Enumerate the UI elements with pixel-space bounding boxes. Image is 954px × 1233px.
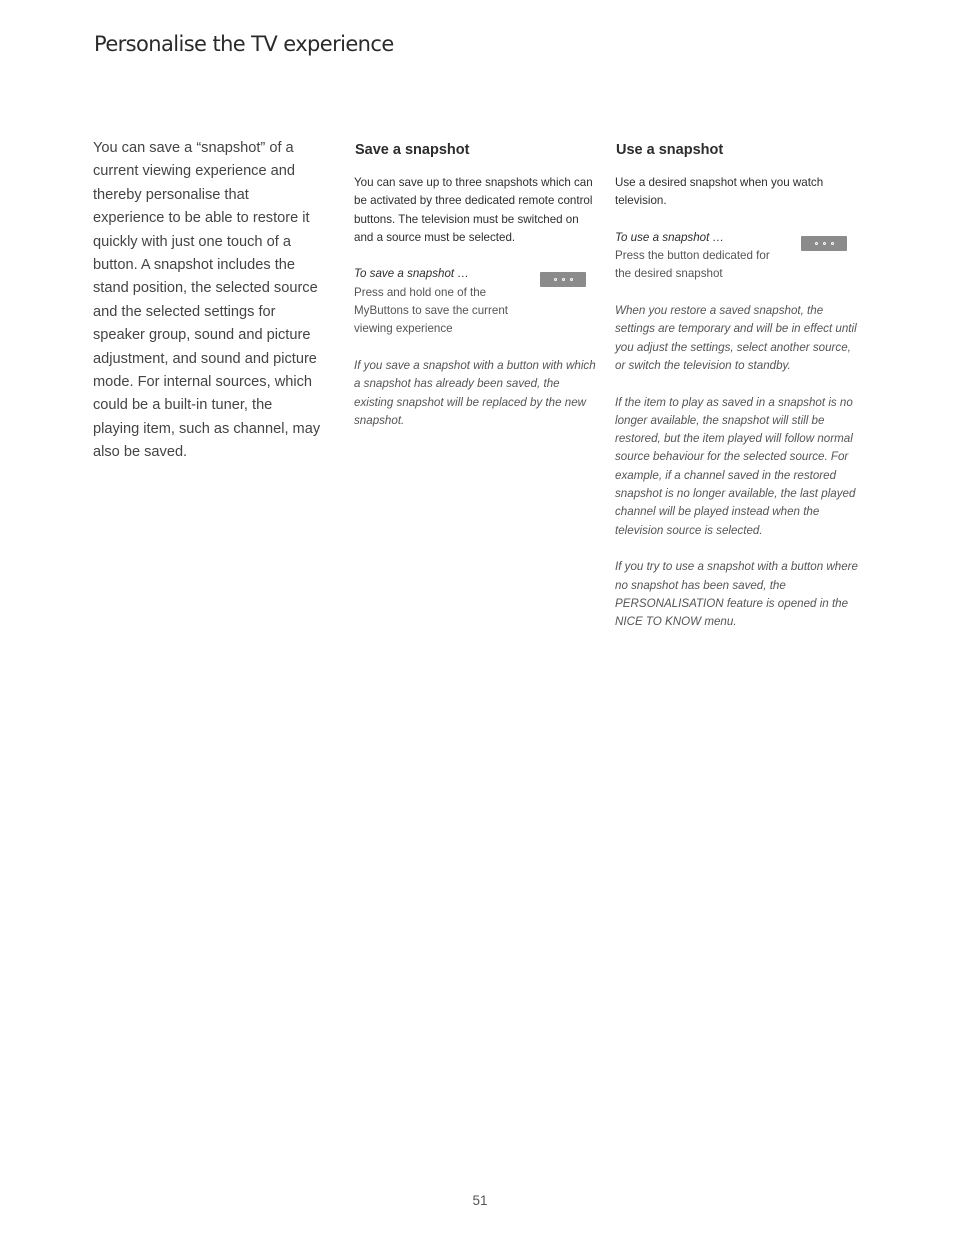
save-snapshot-note: If you save a snapshot with a button with which a snapshot has already been saved, the existing snapshot will be replaced by the new snapshot. [354, 358, 596, 427]
mybuttons-remote-icon [801, 236, 847, 251]
button-dot-icon [562, 278, 565, 281]
use-snapshot-note-empty-button: If you try to use a snapshot with a button where no snapshot has been saved, the PERSONALISATION feature is opened in the NICE TO KNOW menu. [615, 560, 858, 629]
use-snapshot-section [615, 140, 861, 631]
save-snapshot-heading: Save a snapshot [355, 142, 470, 158]
button-dot-icon [570, 278, 573, 281]
use-snapshot-body: Use a desired snapshot when you watch television. [615, 176, 824, 208]
use-snapshot-note-unavailable: If the item to play as saved in a snapshot is no longer available, the snapshot will still be restored, but the item played will follow normal source behaviour for the selected source. For example, if a channel saved in the restored snapshot is no longer available, the last played channel will be played instead when the television source is selected. [615, 395, 856, 537]
mybuttons-remote-icon [540, 272, 586, 287]
intro-paragraph: You can save a “snapshot” of a current viewing experience and thereby personalise that experience to be able to restore it quickly with just one touch of a button. A snapshot includes the stand position, the selected source and the selected settings for speaker group, sound and picture adjustment, and sound and picture mode. For internal sources, which could be a built-in tuner, the playing item, such as channel, may also be saved. [93, 140, 321, 461]
use-snapshot-heading: Use a snapshot [616, 142, 724, 158]
button-dot-icon [554, 278, 557, 281]
button-dot-icon [815, 242, 818, 245]
save-step-text: Press and hold one of the MyButtons to save the current viewing experience [354, 285, 509, 336]
save-snapshot-step [354, 265, 600, 338]
use-step-text: Press the button dedicated for the desired snapshot [615, 249, 770, 281]
button-dot-icon [831, 242, 834, 245]
use-snapshot-step [615, 229, 861, 284]
use-step-label: To use a snapshot … [615, 230, 725, 244]
use-snapshot-note-temporary: When you restore a saved snapshot, the settings are temporary and will be in effect until you adjust the settings, select another source, or switch the television to standby. [615, 304, 857, 372]
save-snapshot-section [354, 140, 600, 430]
save-snapshot-body: You can save up to three snapshots which can be activated by three dedicated remote control buttons. The television must be switched on and a source must be selected. [354, 176, 593, 244]
button-dot-icon [823, 242, 826, 245]
page-title: Personalise the TV experience [94, 32, 394, 56]
save-step-label: To save a snapshot … [354, 267, 469, 281]
page-number: 51 [472, 1193, 488, 1208]
